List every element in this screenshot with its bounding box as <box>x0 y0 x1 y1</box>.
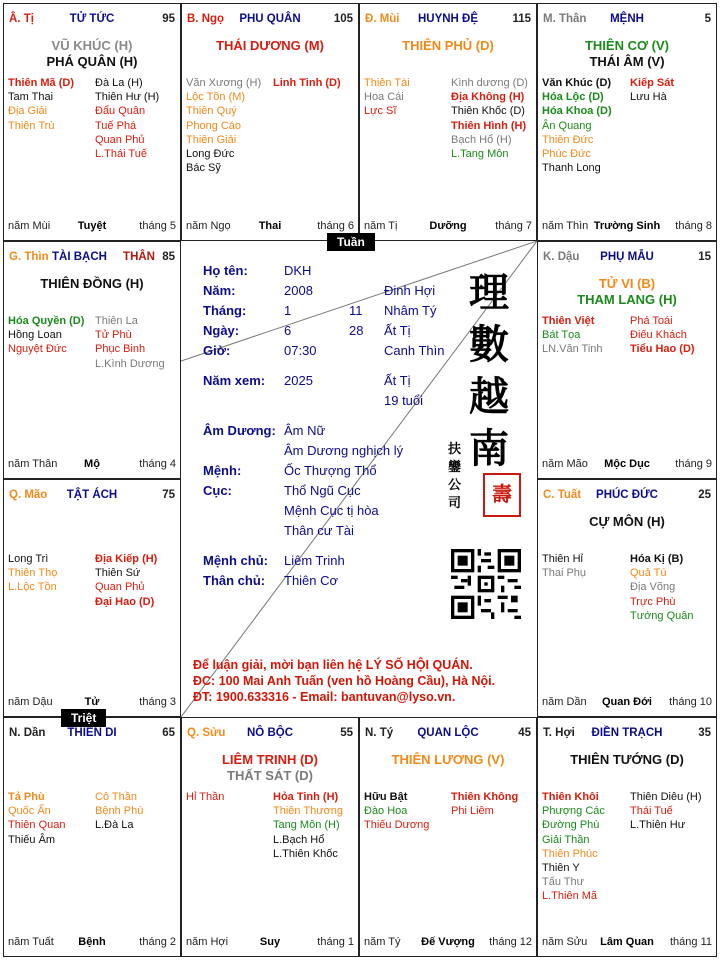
truong-sinh-stage: Mộc Dục <box>604 458 650 470</box>
minor-star: Quốc Ấn <box>8 805 51 818</box>
main-star: THIÊN TƯỚNG (D) <box>570 752 684 767</box>
minor-star: Hóa Khoa (D) <box>542 105 612 118</box>
minor-star: L.Thiên Mã <box>542 890 598 903</box>
minor-star: Thiên Diêu (H) <box>630 791 702 803</box>
main-star: THAM LANG (H) <box>577 292 677 307</box>
red-stamp: 壽 <box>483 473 521 517</box>
menh-chu-value: Liêm Trinh <box>284 553 345 568</box>
minor-star: Hỉ Thần <box>186 791 225 803</box>
palace-month: tháng 7 <box>495 220 532 232</box>
minor-stars-left <box>542 76 612 175</box>
palace-footer <box>8 220 176 234</box>
minor-star: Đường Phù <box>542 819 600 832</box>
minor-stars-left <box>8 552 57 595</box>
minor-stars-left <box>186 790 224 804</box>
palace-than[interactable] <box>537 3 717 241</box>
than-chu-label: Thân chủ: <box>203 573 266 588</box>
seal-char-1: 理 <box>469 269 509 316</box>
palace-year: năm Dần <box>542 696 587 708</box>
palace-dai-han-number: 55 <box>340 727 353 739</box>
palace-month: tháng 3 <box>139 696 176 708</box>
minor-stars-right <box>95 552 157 609</box>
palace-footer <box>364 220 532 234</box>
palace-header <box>543 251 711 265</box>
minor-star: Lực Sĩ <box>364 105 397 118</box>
ho-ten-label: Họ tên: <box>203 263 248 278</box>
minor-star: Hữu Bật <box>364 791 408 803</box>
minor-star: Phá Toái <box>630 315 673 327</box>
am-duong-note: Âm Dương nghịch lý <box>284 443 404 458</box>
seal-sub-text: 扶鑾公司 <box>448 442 462 511</box>
main-star: THIÊN ĐỒNG (H) <box>40 276 144 291</box>
truong-sinh-stage: Mộ <box>84 458 100 470</box>
truong-sinh-stage: Trường Sinh <box>593 220 661 232</box>
palace-month: tháng 6 <box>317 220 354 232</box>
main-star: CỰ MÔN (H) <box>589 514 665 529</box>
minor-star: Thiên Phúc <box>542 847 598 860</box>
main-stars <box>4 38 180 70</box>
minor-star: Phong Cáo <box>186 119 242 132</box>
main-star: VŨ KHÚC (H) <box>51 38 133 53</box>
minor-star: Tử Phù <box>95 329 132 342</box>
main-stars <box>538 752 716 768</box>
minor-star: Long Trì <box>8 553 49 565</box>
palace-header <box>365 13 531 27</box>
minor-star: Đà La (H) <box>95 77 143 89</box>
palace-dai-han-number: 45 <box>518 727 531 739</box>
palace-dai-han-number: 25 <box>698 489 711 501</box>
minor-star: Thiên Sứ <box>95 567 141 580</box>
minor-star: Văn Khúc (D) <box>542 77 612 89</box>
minor-stars-left <box>364 76 410 119</box>
thang-am-value: Nhâm Tý <box>384 303 437 318</box>
palace-mui[interactable] <box>359 3 537 241</box>
palace-footer <box>542 936 712 950</box>
palace-tuat[interactable] <box>537 479 717 717</box>
palace-canchi: Â. Tị <box>9 13 34 25</box>
minor-star: Thiên Thương <box>273 805 344 818</box>
minor-star: Thiên Trù <box>8 119 55 132</box>
main-star: LIÊM TRINH (D) <box>221 752 319 767</box>
minor-star: Tang Môn (H) <box>273 819 340 832</box>
minor-star: L.Thiên Khốc <box>273 847 338 860</box>
palace-footer <box>542 458 712 472</box>
qr-code <box>451 549 521 619</box>
palace-name: TẬT ÁCH <box>66 489 118 501</box>
minor-star: Long Đức <box>186 148 235 161</box>
minor-star: Giải Thần <box>542 833 590 846</box>
seal-char-2: 數 <box>469 321 509 368</box>
minor-stars-right <box>451 76 528 161</box>
main-stars <box>360 38 536 54</box>
palace-header <box>9 251 175 265</box>
minor-star: Thanh Long <box>542 162 601 175</box>
palace-dai-han-number: 95 <box>162 13 175 25</box>
palace-year: năm Thìn <box>542 220 589 232</box>
minor-star: Địa Giải <box>8 105 48 118</box>
truong-sinh-stage: Quan Đới <box>602 696 652 708</box>
palace-dai-han-number: 75 <box>162 489 175 501</box>
palace-year: năm Ngọ <box>186 220 231 232</box>
minor-star: Cô Thần <box>95 791 137 803</box>
minor-star: Lộc Tồn (M) <box>186 91 246 104</box>
contact-line-3: ĐT: 1900.633316 - Email: bantuvan@lyso.vn. <box>193 690 456 704</box>
palace-dai-han-number: 5 <box>704 13 711 25</box>
palace-name: TÀI BẠCH <box>52 251 107 263</box>
palace-month: tháng 5 <box>139 220 176 232</box>
main-stars <box>182 38 358 54</box>
ngay-label: Ngày: <box>203 323 240 338</box>
palace-year: năm Mùi <box>8 220 51 232</box>
minor-star: Hồng Loan <box>8 329 62 342</box>
palace-header <box>543 727 711 741</box>
palace-year: năm Dậu <box>8 696 53 708</box>
palace-canchi: Q. Sửu <box>187 727 226 739</box>
main-stars <box>538 38 716 70</box>
palace-dai-han-number: 115 <box>512 13 531 25</box>
minor-star: Thái Tuế <box>630 805 673 818</box>
minor-star: Thiên Thọ <box>8 567 58 580</box>
main-star: THÁI DƯƠNG (M) <box>216 38 324 53</box>
main-stars <box>182 752 358 784</box>
minor-star: Quan Phủ <box>95 581 145 594</box>
center-info-panel <box>181 241 537 717</box>
minor-star: Thiên Giải <box>186 133 237 146</box>
truong-sinh-stage: Đế Vượng <box>421 936 475 948</box>
palace-ty[interactable] <box>3 3 181 241</box>
palace-thin[interactable] <box>3 241 181 479</box>
nam-am-value: Đinh Hợi <box>384 283 436 298</box>
minor-star: Thiên Hình (H) <box>451 119 527 132</box>
cuc-note-2: Thân cư Tài <box>284 523 354 538</box>
minor-star: Lưu Hà <box>630 91 667 104</box>
minor-star: Phượng Các <box>542 805 605 818</box>
minor-stars-right <box>273 76 341 90</box>
minor-star: Nguyệt Đức <box>8 343 67 356</box>
nam-value: 2008 <box>284 283 313 298</box>
minor-star: L.Thái Tuế <box>95 148 147 161</box>
palace-name: HUYNH ĐỆ <box>417 13 479 25</box>
palace-year: năm Tị <box>364 220 398 232</box>
palace-canchi: N. Dần <box>9 727 46 739</box>
ho-ten-value: DKH <box>284 263 312 278</box>
palace-canchi: N. Tý <box>365 727 394 739</box>
minor-star: Tam Thai <box>8 91 54 104</box>
truong-sinh-stage: Suy <box>259 936 281 948</box>
minor-star: Thiếu Dương <box>364 819 430 832</box>
palace-year: năm Hợi <box>186 936 229 948</box>
minor-stars-right <box>630 552 694 623</box>
palace-footer <box>186 220 354 234</box>
palace-year: năm Tý <box>364 936 401 948</box>
minor-stars-right <box>630 314 695 357</box>
truong-sinh-stage: Tử <box>84 696 100 708</box>
main-stars <box>538 514 716 530</box>
menh-value: Ốc Thượng Thổ <box>284 463 377 478</box>
minor-star: L.Kình Dương <box>95 357 165 370</box>
palace-header <box>9 489 175 503</box>
nam-xem-label: Năm xem: <box>203 373 266 388</box>
palace-canchi: Q. Mão <box>9 489 48 501</box>
nam-label: Năm: <box>203 283 236 298</box>
minor-star: Tấu Thư <box>542 876 585 889</box>
minor-star: Thiên Quan <box>8 819 66 832</box>
minor-star: Thiên Hư (H) <box>95 91 160 104</box>
truong-sinh-stage: Tuyệt <box>77 220 107 232</box>
minor-star: L.Bạch Hổ <box>273 833 325 846</box>
palace-suu[interactable] <box>181 717 359 957</box>
am-duong-value: Âm Nữ <box>284 423 326 438</box>
main-star: TỬ VI (B) <box>598 276 656 291</box>
thang-value: 1 <box>284 303 292 318</box>
minor-star: Thiên Y <box>542 862 580 875</box>
palace-ngo[interactable] <box>181 3 359 241</box>
palace-dai-han-number: 15 <box>698 251 711 263</box>
minor-stars-left <box>8 790 65 847</box>
main-star: THIÊN PHỦ (D) <box>402 38 494 53</box>
minor-stars-left <box>542 790 605 904</box>
minor-star: Kiếp Sát <box>630 77 675 89</box>
minor-star: Ân Quang <box>542 119 592 132</box>
minor-star: Linh Tinh (D) <box>273 77 341 89</box>
minor-star: L.Lộc Tồn <box>8 581 57 594</box>
thang-label: Tháng: <box>203 303 247 318</box>
palace-name: QUAN LỘC <box>417 727 479 739</box>
palace-year: năm Tuất <box>8 936 54 948</box>
minor-star: Hỏa Tinh (H) <box>273 791 339 803</box>
palace-mao[interactable] <box>3 479 181 717</box>
palace-tys[interactable] <box>359 717 537 957</box>
palace-canchi: M. Thân <box>543 13 587 25</box>
minor-star: L.Tang Môn <box>451 148 509 161</box>
minor-stars-left <box>542 552 586 580</box>
palace-header <box>187 727 353 741</box>
contact-line-2: ĐC: 100 Mai Anh Tuấn (ven hồ Hoàng Cầu), Hà Nội. <box>193 674 496 688</box>
minor-star: Hóa Kị (B) <box>630 553 684 565</box>
palace-footer <box>8 458 176 472</box>
minor-star: Quả Tú <box>630 567 667 580</box>
seal-char-4: 南 <box>469 425 509 472</box>
palace-name: PHÚC ĐỨC <box>596 489 658 501</box>
minor-star: Thiên Mã (D) <box>8 77 74 89</box>
palace-name: NÔ BỘC <box>247 727 293 739</box>
palace-footer <box>364 936 532 950</box>
minor-star: Văn Xương (H) <box>186 77 262 89</box>
palace-footer <box>542 696 712 710</box>
minor-star: Đào Hoa <box>364 805 408 818</box>
minor-star: Hóa Lộc (D) <box>542 91 604 104</box>
minor-star: Thiên Hỉ <box>542 553 583 565</box>
palace-name: THIÊN DI <box>67 727 117 739</box>
minor-star: L.Thiên Hư <box>630 819 686 832</box>
minor-star: Phi Liêm <box>451 805 494 818</box>
palace-header <box>543 489 711 503</box>
triet-marker: Triệt <box>61 709 106 727</box>
minor-star: Tả Phù <box>8 791 45 803</box>
minor-star: Kình dương (D) <box>451 77 528 89</box>
minor-star: Phục Binh <box>95 343 146 356</box>
main-stars <box>360 752 536 768</box>
nam-xem-value: 2025 <box>284 373 313 388</box>
minor-star: Địa Kiếp (H) <box>95 553 158 565</box>
palace-header <box>543 13 711 27</box>
minor-star: Thiên Đức <box>542 133 594 146</box>
ngay-am-value: Ất Tị <box>384 323 411 338</box>
minor-star: Thiếu Âm <box>8 833 56 846</box>
minor-star: Trực Phù <box>630 595 676 608</box>
minor-star: Bạch Hổ (H) <box>451 133 512 146</box>
nam-xem-am-value: Ất Tị <box>384 373 411 388</box>
main-star: THIÊN LƯƠNG (V) <box>391 752 505 767</box>
minor-star: Bác Sỹ <box>186 162 221 175</box>
minor-stars-right <box>95 314 165 371</box>
gio-label: Giờ: <box>203 343 231 358</box>
minor-star: Thiên Khốc (D) <box>451 105 525 118</box>
main-star: THÁI ÂM (V) <box>589 54 665 69</box>
palace-month: tháng 1 <box>317 936 354 948</box>
minor-star: Tuế Phá <box>95 119 137 132</box>
minor-star: Hoa Cái <box>364 91 404 104</box>
minor-star: Điếu Khách <box>630 329 687 342</box>
palace-name: PHU QUÂN <box>239 13 301 25</box>
main-stars <box>4 276 180 292</box>
ngay-value: 6 <box>284 323 292 338</box>
minor-stars-left <box>364 790 429 833</box>
palace-month: tháng 10 <box>669 696 712 708</box>
minor-stars-left <box>8 314 84 357</box>
palace-name: TỬ TỨC <box>69 13 115 25</box>
minor-stars-right <box>273 790 343 861</box>
tuan-marker: Tuần <box>327 233 375 251</box>
truong-sinh-stage: Dưỡng <box>429 220 467 232</box>
minor-star: Đẩu Quân <box>95 105 146 118</box>
palace-year: năm Mão <box>542 458 588 470</box>
tuoi-value: 19 tuổi <box>384 393 424 408</box>
main-star: THẤT SÁT (D) <box>227 768 313 783</box>
palace-canchi: C. Tuất <box>543 489 582 501</box>
minor-star: Địa Không (H) <box>451 91 525 104</box>
palace-month: tháng 12 <box>489 936 532 948</box>
minor-star: Đại Hao (D) <box>95 595 155 608</box>
palace-hoi[interactable] <box>537 717 717 957</box>
palace-month: tháng 4 <box>139 458 176 470</box>
palace-year: năm Thân <box>8 458 58 470</box>
minor-star: Bát Tọa <box>542 329 581 342</box>
palace-dai-han-number: 105 <box>333 13 353 25</box>
am-duong-label: Âm Dương: <box>203 423 276 438</box>
palace-footer <box>8 936 176 950</box>
than-marker: THÂN <box>123 251 155 263</box>
gio-am-value: Canh Thìn <box>384 343 445 358</box>
main-star: THIÊN CƠ (V) <box>584 38 670 53</box>
than-chu-value: Thiên Cơ <box>284 573 339 588</box>
palace-canchi: Đ. Mùi <box>365 13 400 25</box>
palace-month: tháng 8 <box>675 220 712 232</box>
minor-stars-left <box>186 76 261 175</box>
minor-star: Phúc Đức <box>542 148 591 161</box>
gio-value: 07:30 <box>284 343 317 358</box>
palace-canchi: G. Thìn <box>9 251 49 263</box>
palace-dai-han-number: 85 <box>162 251 175 263</box>
palace-footer <box>542 220 712 234</box>
minor-star: Tiểu Hao (D) <box>630 343 695 356</box>
palace-dai-han-number: 65 <box>162 727 175 739</box>
contact-line-1: Để luận giải, mời bạn liên hệ LÝ SỐ HỘI QUÁN. <box>193 658 473 672</box>
minor-star: Thiên Tài <box>364 77 410 89</box>
main-stars <box>538 276 716 308</box>
menh-chu-label: Mệnh chủ: <box>203 553 268 568</box>
truong-sinh-stage: Bệnh <box>78 936 106 948</box>
minor-star: Quan Phủ <box>95 133 145 146</box>
minor-star: Thiên La <box>95 315 138 327</box>
minor-stars-left <box>8 76 74 133</box>
palace-dan[interactable] <box>3 717 181 957</box>
minor-stars-right <box>95 76 159 161</box>
minor-star: Hóa Quyền (D) <box>8 315 85 327</box>
seal-char-3: 越 <box>469 373 509 420</box>
palace-dau[interactable] <box>537 241 717 479</box>
minor-star: LN.Văn Tinh <box>542 343 603 356</box>
minor-star: Thiên Việt <box>542 315 595 327</box>
palace-month: tháng 2 <box>139 936 176 948</box>
palace-header <box>365 727 531 741</box>
palace-header <box>9 727 175 741</box>
main-star: PHÁ QUÂN (H) <box>46 54 138 69</box>
palace-name: ĐIỀN TRẠCH <box>591 727 663 739</box>
minor-star: L.Đà La <box>95 819 134 832</box>
palace-month: tháng 9 <box>675 458 712 470</box>
cuc-value: Thổ Ngũ Cục <box>284 483 361 498</box>
palace-header <box>9 13 175 27</box>
palace-footer <box>8 696 176 710</box>
minor-star: Thai Phụ <box>542 567 587 580</box>
thang-am-num: 11 <box>349 303 363 318</box>
menh-label: Mệnh: <box>203 463 242 478</box>
minor-star: Thiên Khôi <box>542 791 599 803</box>
minor-stars-right <box>95 790 143 833</box>
palace-canchi: K. Dậu <box>543 251 580 263</box>
minor-star: Bệnh Phù <box>95 805 144 818</box>
minor-stars-right <box>451 790 518 818</box>
ngay-am-num: 28 <box>349 323 364 338</box>
cuc-note-1: Mệnh Cục tị hòa <box>284 503 379 518</box>
cuc-label: Cục: <box>203 483 232 498</box>
palace-canchi: T. Hợi <box>543 727 575 739</box>
palace-footer <box>186 936 354 950</box>
minor-stars-right <box>630 790 702 833</box>
truong-sinh-stage: Thai <box>258 220 282 232</box>
minor-star: Thiên Quý <box>186 105 237 118</box>
palace-canchi: B. Ngọ <box>187 13 225 25</box>
palace-name: PHỤ MẪU <box>600 251 654 263</box>
minor-stars-right <box>630 76 674 104</box>
minor-star: Tướng Quân <box>630 609 694 622</box>
palace-year: năm Sửu <box>542 936 588 948</box>
minor-stars-left <box>542 314 603 357</box>
truong-sinh-stage: Lâm Quan <box>600 936 654 948</box>
palace-header <box>187 13 353 27</box>
minor-star: Thiên Không <box>451 791 519 803</box>
palace-name: MỆNH <box>610 13 644 25</box>
palace-month: tháng 11 <box>669 936 712 948</box>
minor-star: Địa Võng <box>630 581 676 594</box>
palace-dai-han-number: 35 <box>698 727 711 739</box>
